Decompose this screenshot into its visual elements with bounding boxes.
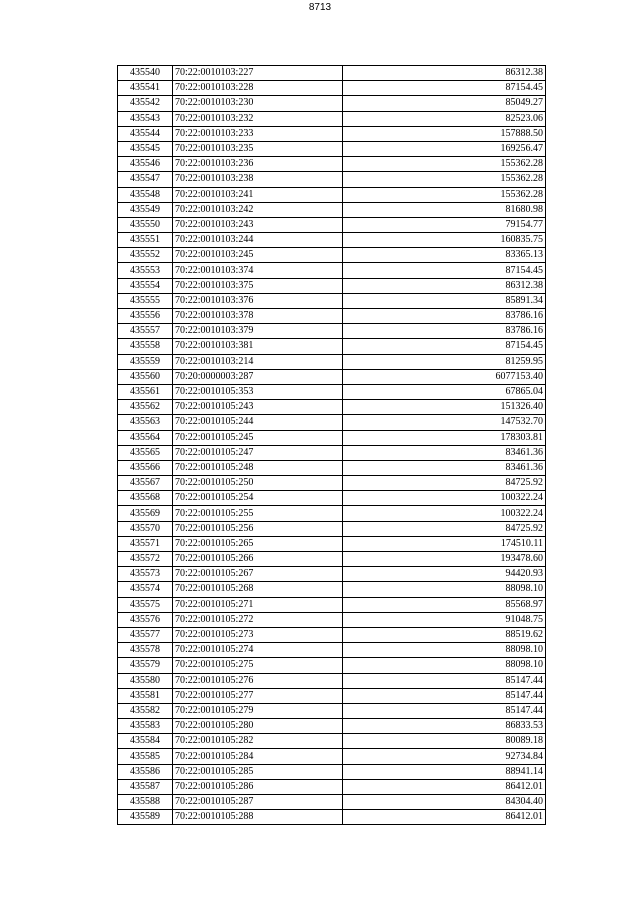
cadastral-number-cell: 70:22:0010103:379 <box>173 324 343 339</box>
row-number-cell: 435582 <box>118 703 173 718</box>
value-cell: 83461.36 <box>343 460 546 475</box>
table-row <box>118 111 546 126</box>
value-cell: 83365.13 <box>343 248 546 263</box>
value-cell: 81680.98 <box>343 202 546 217</box>
table-row <box>118 810 546 825</box>
cadastral-number-cell: 70:22:0010103:230 <box>173 96 343 111</box>
cadastral-number-cell: 70:22:0010105:271 <box>173 597 343 612</box>
page-number: 8713 <box>308 2 332 13</box>
cadastral-number-cell: 70:22:0010103:381 <box>173 339 343 354</box>
value-cell: 169256.47 <box>343 141 546 156</box>
row-number-cell: 435565 <box>118 445 173 460</box>
row-number-cell: 435580 <box>118 673 173 688</box>
value-cell: 86412.01 <box>343 779 546 794</box>
table-row <box>118 96 546 111</box>
row-number-cell: 435540 <box>118 66 173 81</box>
value-cell: 86312.38 <box>343 278 546 293</box>
value-cell: 81259.95 <box>343 354 546 369</box>
table-row <box>118 66 546 81</box>
value-cell: 100322.24 <box>343 506 546 521</box>
table-row <box>118 764 546 779</box>
cadastral-number-cell: 70:22:0010105:250 <box>173 476 343 491</box>
value-cell: 85891.34 <box>343 293 546 308</box>
row-number-cell: 435570 <box>118 521 173 536</box>
row-number-cell: 435589 <box>118 810 173 825</box>
cadastral-number-cell: 70:22:0010103:242 <box>173 202 343 217</box>
row-number-cell: 435556 <box>118 309 173 324</box>
row-number-cell: 435542 <box>118 96 173 111</box>
cadastral-number-cell: 70:22:0010105:288 <box>173 810 343 825</box>
cadastral-number-cell: 70:22:0010105:248 <box>173 460 343 475</box>
cadastral-number-cell: 70:22:0010103:214 <box>173 354 343 369</box>
cadastral-number-cell: 70:22:0010103:227 <box>173 66 343 81</box>
row-number-cell: 435560 <box>118 369 173 384</box>
row-number-cell: 435586 <box>118 764 173 779</box>
value-cell: 94420.93 <box>343 567 546 582</box>
value-cell: 147532.70 <box>343 415 546 430</box>
value-cell: 87154.45 <box>343 339 546 354</box>
table-row <box>118 309 546 324</box>
table-row <box>118 795 546 810</box>
row-number-cell: 435566 <box>118 460 173 475</box>
value-cell: 88098.10 <box>343 582 546 597</box>
row-number-cell: 435587 <box>118 779 173 794</box>
cadastral-number-cell: 70:22:0010103:228 <box>173 81 343 96</box>
row-number-cell: 435548 <box>118 187 173 202</box>
row-number-cell: 435574 <box>118 582 173 597</box>
value-cell: 178303.81 <box>343 430 546 445</box>
row-number-cell: 435562 <box>118 400 173 415</box>
row-number-cell: 435572 <box>118 552 173 567</box>
row-number-cell: 435576 <box>118 612 173 627</box>
value-cell: 155362.28 <box>343 172 546 187</box>
table-row <box>118 521 546 536</box>
cadastral-number-cell: 70:22:0010103:374 <box>173 263 343 278</box>
table-row <box>118 460 546 475</box>
value-cell: 88098.10 <box>343 643 546 658</box>
cadastral-number-cell: 70:22:0010103:244 <box>173 233 343 248</box>
cadastral-number-cell: 70:22:0010103:376 <box>173 293 343 308</box>
cadastral-number-cell: 70:22:0010105:353 <box>173 384 343 399</box>
row-number-cell: 435550 <box>118 217 173 232</box>
row-number-cell: 435543 <box>118 111 173 126</box>
table-row <box>118 597 546 612</box>
table-row <box>118 476 546 491</box>
table-row <box>118 248 546 263</box>
cadastral-number-cell: 70:22:0010105:244 <box>173 415 343 430</box>
row-number-cell: 435585 <box>118 749 173 764</box>
value-cell: 87154.45 <box>343 263 546 278</box>
cadastral-number-cell: 70:22:0010103:233 <box>173 126 343 141</box>
table-row <box>118 157 546 172</box>
value-cell: 86412.01 <box>343 810 546 825</box>
table-row <box>118 734 546 749</box>
table-row <box>118 582 546 597</box>
table-row <box>118 719 546 734</box>
value-cell: 91048.75 <box>343 612 546 627</box>
value-cell: 155362.28 <box>343 157 546 172</box>
table-row <box>118 400 546 415</box>
table-row <box>118 688 546 703</box>
row-number-cell: 435557 <box>118 324 173 339</box>
registry-table-body <box>118 66 546 825</box>
cadastral-number-cell: 70:22:0010103:238 <box>173 172 343 187</box>
row-number-cell: 435547 <box>118 172 173 187</box>
value-cell: 6077153.40 <box>343 369 546 384</box>
row-number-cell: 435541 <box>118 81 173 96</box>
cadastral-number-cell: 70:22:0010105:254 <box>173 491 343 506</box>
value-cell: 85049.27 <box>343 96 546 111</box>
value-cell: 86833.53 <box>343 719 546 734</box>
row-number-cell: 435569 <box>118 506 173 521</box>
cadastral-number-cell: 70:22:0010105:267 <box>173 567 343 582</box>
cadastral-number-cell: 70:22:0010105:268 <box>173 582 343 597</box>
cadastral-number-cell: 70:22:0010105:265 <box>173 536 343 551</box>
value-cell: 88098.10 <box>343 658 546 673</box>
table-row <box>118 658 546 673</box>
table-row <box>118 324 546 339</box>
cadastral-number-cell: 70:22:0010105:286 <box>173 779 343 794</box>
table-row <box>118 567 546 582</box>
cadastral-number-cell: 70:22:0010103:235 <box>173 141 343 156</box>
row-number-cell: 435549 <box>118 202 173 217</box>
table-row <box>118 202 546 217</box>
cadastral-number-cell: 70:22:0010103:232 <box>173 111 343 126</box>
table-row <box>118 627 546 642</box>
cadastral-number-cell: 70:22:0010105:279 <box>173 703 343 718</box>
cadastral-number-cell: 70:22:0010105:272 <box>173 612 343 627</box>
table-row <box>118 415 546 430</box>
table-row <box>118 233 546 248</box>
cadastral-number-cell: 70:22:0010105:280 <box>173 719 343 734</box>
value-cell: 85147.44 <box>343 688 546 703</box>
cadastral-number-cell: 70:22:0010105:247 <box>173 445 343 460</box>
table-row <box>118 217 546 232</box>
value-cell: 87154.45 <box>343 81 546 96</box>
row-number-cell: 435545 <box>118 141 173 156</box>
row-number-cell: 435555 <box>118 293 173 308</box>
cadastral-number-cell: 70:22:0010105:255 <box>173 506 343 521</box>
cadastral-number-cell: 70:22:0010103:245 <box>173 248 343 263</box>
table-row <box>118 491 546 506</box>
cadastral-number-cell: 70:22:0010105:287 <box>173 795 343 810</box>
value-cell: 174510.11 <box>343 536 546 551</box>
cadastral-number-cell: 70:22:0010105:273 <box>173 627 343 642</box>
value-cell: 80089.18 <box>343 734 546 749</box>
row-number-cell: 435554 <box>118 278 173 293</box>
table-row <box>118 384 546 399</box>
row-number-cell: 435577 <box>118 627 173 642</box>
value-cell: 100322.24 <box>343 491 546 506</box>
cadastral-number-cell: 70:22:0010105:277 <box>173 688 343 703</box>
value-cell: 92734.84 <box>343 749 546 764</box>
row-number-cell: 435583 <box>118 719 173 734</box>
row-number-cell: 435563 <box>118 415 173 430</box>
row-number-cell: 435561 <box>118 384 173 399</box>
row-number-cell: 435581 <box>118 688 173 703</box>
cadastral-number-cell: 70:22:0010105:245 <box>173 430 343 445</box>
cadastral-number-cell: 70:22:0010103:241 <box>173 187 343 202</box>
cadastral-number-cell: 70:22:0010105:243 <box>173 400 343 415</box>
table-row <box>118 430 546 445</box>
cadastral-number-cell: 70:22:0010105:285 <box>173 764 343 779</box>
table-row <box>118 643 546 658</box>
value-cell: 84725.92 <box>343 521 546 536</box>
cadastral-number-cell: 70:22:0010105:276 <box>173 673 343 688</box>
table-row <box>118 749 546 764</box>
value-cell: 88519.62 <box>343 627 546 642</box>
table-row <box>118 141 546 156</box>
table-row <box>118 369 546 384</box>
value-cell: 85147.44 <box>343 703 546 718</box>
cadastral-number-cell: 70:22:0010105:275 <box>173 658 343 673</box>
table-row <box>118 263 546 278</box>
row-number-cell: 435546 <box>118 157 173 172</box>
table-row <box>118 187 546 202</box>
cadastral-number-cell: 70:22:0010105:256 <box>173 521 343 536</box>
cadastral-number-cell: 70:22:0010105:284 <box>173 749 343 764</box>
cadastral-number-cell: 70:22:0010105:266 <box>173 552 343 567</box>
table-row <box>118 293 546 308</box>
table-row <box>118 81 546 96</box>
row-number-cell: 435559 <box>118 354 173 369</box>
registry-table <box>117 65 546 825</box>
value-cell: 83786.16 <box>343 324 546 339</box>
cadastral-number-cell: 70:22:0010103:236 <box>173 157 343 172</box>
table-row <box>118 354 546 369</box>
row-number-cell: 435551 <box>118 233 173 248</box>
value-cell: 155362.28 <box>343 187 546 202</box>
value-cell: 67865.04 <box>343 384 546 399</box>
cadastral-number-cell: 70:22:0010103:243 <box>173 217 343 232</box>
table-row <box>118 612 546 627</box>
cadastral-number-cell: 70:22:0010105:274 <box>173 643 343 658</box>
value-cell: 83461.36 <box>343 445 546 460</box>
value-cell: 83786.16 <box>343 309 546 324</box>
table-row <box>118 673 546 688</box>
table-row <box>118 445 546 460</box>
value-cell: 86312.38 <box>343 66 546 81</box>
row-number-cell: 435571 <box>118 536 173 551</box>
value-cell: 151326.40 <box>343 400 546 415</box>
table-row <box>118 278 546 293</box>
table-row <box>118 779 546 794</box>
value-cell: 160835.75 <box>343 233 546 248</box>
value-cell: 85568.97 <box>343 597 546 612</box>
row-number-cell: 435564 <box>118 430 173 445</box>
cadastral-number-cell: 70:22:0010105:282 <box>173 734 343 749</box>
row-number-cell: 435552 <box>118 248 173 263</box>
row-number-cell: 435544 <box>118 126 173 141</box>
value-cell: 84725.92 <box>343 476 546 491</box>
row-number-cell: 435584 <box>118 734 173 749</box>
row-number-cell: 435553 <box>118 263 173 278</box>
row-number-cell: 435558 <box>118 339 173 354</box>
table-row <box>118 506 546 521</box>
cadastral-number-cell: 70:22:0010103:375 <box>173 278 343 293</box>
cadastral-number-cell: 70:22:0010103:378 <box>173 309 343 324</box>
row-number-cell: 435575 <box>118 597 173 612</box>
row-number-cell: 435588 <box>118 795 173 810</box>
row-number-cell: 435579 <box>118 658 173 673</box>
value-cell: 79154.77 <box>343 217 546 232</box>
value-cell: 157888.50 <box>343 126 546 141</box>
row-number-cell: 435573 <box>118 567 173 582</box>
row-number-cell: 435578 <box>118 643 173 658</box>
value-cell: 84304.40 <box>343 795 546 810</box>
row-number-cell: 435567 <box>118 476 173 491</box>
cadastral-number-cell: 70:20:0000003:287 <box>173 369 343 384</box>
table-row <box>118 172 546 187</box>
table-row <box>118 339 546 354</box>
table-row <box>118 126 546 141</box>
value-cell: 193478.60 <box>343 552 546 567</box>
value-cell: 82523.06 <box>343 111 546 126</box>
row-number-cell: 435568 <box>118 491 173 506</box>
table-row <box>118 703 546 718</box>
value-cell: 88941.14 <box>343 764 546 779</box>
table-row <box>118 552 546 567</box>
table-row <box>118 536 546 551</box>
value-cell: 85147.44 <box>343 673 546 688</box>
